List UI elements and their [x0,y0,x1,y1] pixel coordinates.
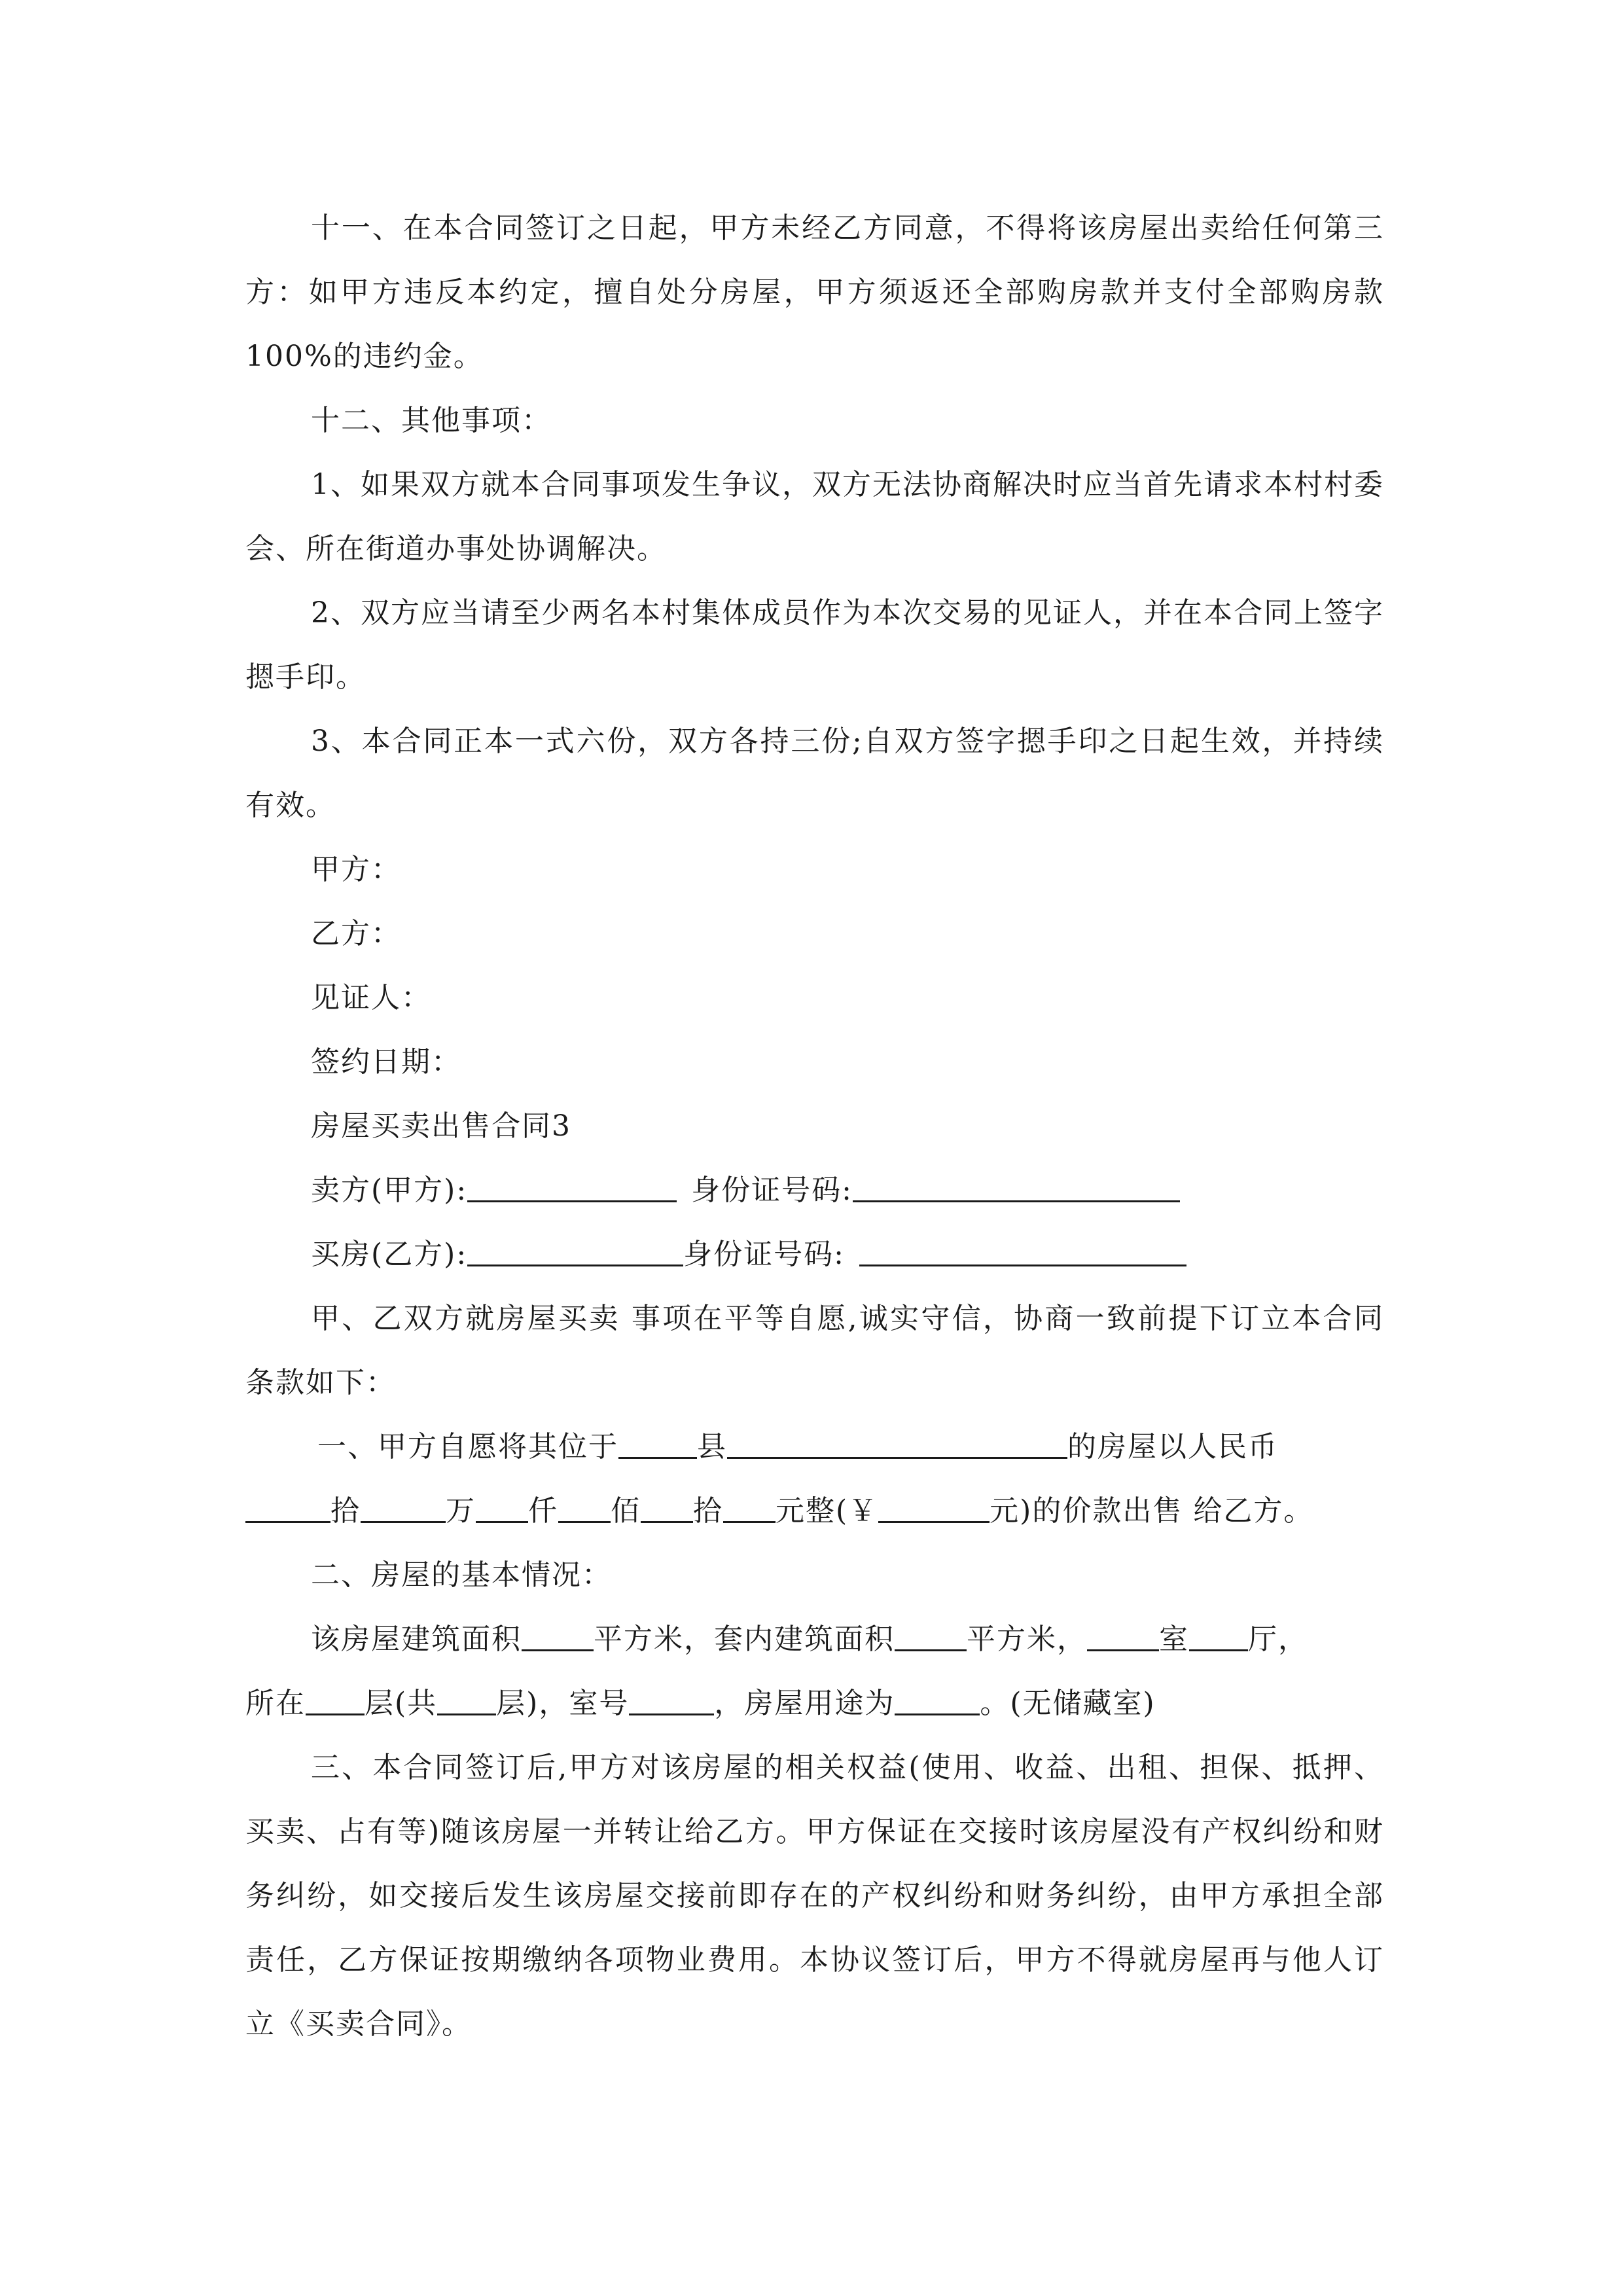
halls-blank[interactable] [1189,1623,1248,1651]
usage-label: ，房屋用途为 [714,1687,895,1720]
sign-date-label: 签约日期： [311,1045,461,1079]
rooms-blank[interactable] [1087,1623,1159,1651]
buyer-line [245,1223,1384,1287]
clause-11: 十一、在本合同签订之日起，甲方未经乙方同意，不得将该房屋出卖给任何第三方：如甲方违反本约定，擅自处分房屋，甲方须返还全部购房款并支付全部购房款100%的违约金。 [245,211,1384,373]
unit-shi-2: 拾 [693,1494,723,1528]
witness-signature-label: 见证人： [311,981,431,1014]
amount-numeric-blank[interactable] [878,1495,990,1523]
room-number-blank[interactable] [629,1687,714,1715]
amount-bai-blank[interactable] [558,1495,611,1523]
storage-note: 。(无储藏室) [980,1687,1156,1720]
floor-prefix: 所在 [245,1687,306,1720]
county-blank[interactable] [618,1431,697,1459]
amount-qian-blank[interactable] [476,1495,528,1523]
amount-yuan-blank[interactable] [723,1495,776,1523]
unit-yuanzheng: 元整(￥ [776,1494,879,1528]
total-floors-blank[interactable] [437,1687,496,1715]
seller-label: 卖方(甲方): [311,1174,468,1207]
floor-blank[interactable] [306,1687,365,1715]
party-b-signature-label: 乙方： [311,917,401,950]
inner-area-blank[interactable] [895,1623,967,1651]
sqm-label-2: 平方米， [967,1623,1087,1656]
seller-name-blank[interactable] [467,1174,677,1202]
usage-blank[interactable] [895,1687,980,1715]
buyer-label: 买房(乙方): [311,1238,468,1271]
contract-3-intro: 甲、乙双方就房屋买卖 事项在平等自愿,诚实守信，协商一致前提下订立本合同条款如下： [245,1302,1384,1399]
clause-2-title: 二、房屋的基本情况： [311,1558,612,1592]
clause-12-item-1: 1、如果双方就本合同事项发生争议，双方无法协商解决时应当首先请求本村村委会、所在街道办事处协调解决。 [245,468,1384,565]
amount-wan-blank[interactable] [361,1495,446,1523]
hall-label: 厅， [1248,1623,1308,1656]
party-a-signature-label: 甲方： [311,853,401,886]
buyer-id-blank[interactable] [859,1238,1186,1266]
clause-1-tail: 元)的价款出售 给乙方。 [990,1494,1314,1528]
building-area-blank[interactable] [522,1623,594,1651]
unit-bai: 佰 [611,1494,641,1528]
clause-1-line-2 [245,1479,1384,1543]
clause-1-county: 县 [697,1430,727,1463]
address-blank[interactable] [727,1431,1067,1459]
seller-id-blank[interactable] [853,1174,1180,1202]
floor-end: 层)，室号 [496,1687,630,1720]
clause-2-line-1 [245,1607,1384,1672]
seller-id-label: 身份证号码: [691,1174,853,1207]
clause-1-prefix: 一、甲方自愿将其位于 [317,1430,618,1463]
clause-12-item-2: 2、双方应当请至少两名本村集体成员作为本次交易的见证人，并在本合同上签字摁手印。 [245,596,1384,694]
buyer-name-blank[interactable] [467,1238,683,1266]
amount-shi-blank[interactable] [641,1495,693,1523]
clause-1-line-1 [245,1415,1384,1479]
sqm-label-1: 平方米，套内建筑面积 [594,1623,895,1656]
buyer-id-label: 身份证号码: [683,1238,845,1271]
amount-shiwan-blank[interactable] [245,1495,330,1523]
clause-12-item-3: 3、本合同正本一式六份，双方各持三份;自双方签字摁手印之日起生效，并持续有效。 [245,725,1384,822]
seller-line [245,1158,1384,1223]
floor-mid: 层(共 [365,1687,438,1720]
room-label: 室 [1159,1623,1189,1656]
area-label: 该房屋建筑面积 [311,1623,522,1656]
unit-qian: 仟 [528,1494,558,1528]
clause-1-suffix: 的房屋以人民币 [1067,1430,1278,1463]
contract-body [245,196,1384,2056]
clause-12-title: 十二、其他事项： [311,404,552,437]
contract-3-title: 房屋买卖出售合同3 [311,1109,571,1143]
clause-2-line-2 [245,1672,1384,1736]
unit-shi: 拾 [330,1494,361,1528]
clause-3: 三、本合同签订后,甲方对该房屋的相关权益(使用、收益、出租、担保、抵押、买卖、占有等)随该房屋一并转让给乙方。甲方保证在交接时该房屋没有产权纠纷和财务纠纷，如交接后发生该房屋交接前即存在的产权纠纷和财务纠纷，由甲方承担全部责任，乙方保证按期缴纳各项物业费用。本协议签订后，甲方不得就房屋再与他人订立《买卖合同》。 [245,1751,1384,2041]
unit-wan: 万 [446,1494,476,1528]
